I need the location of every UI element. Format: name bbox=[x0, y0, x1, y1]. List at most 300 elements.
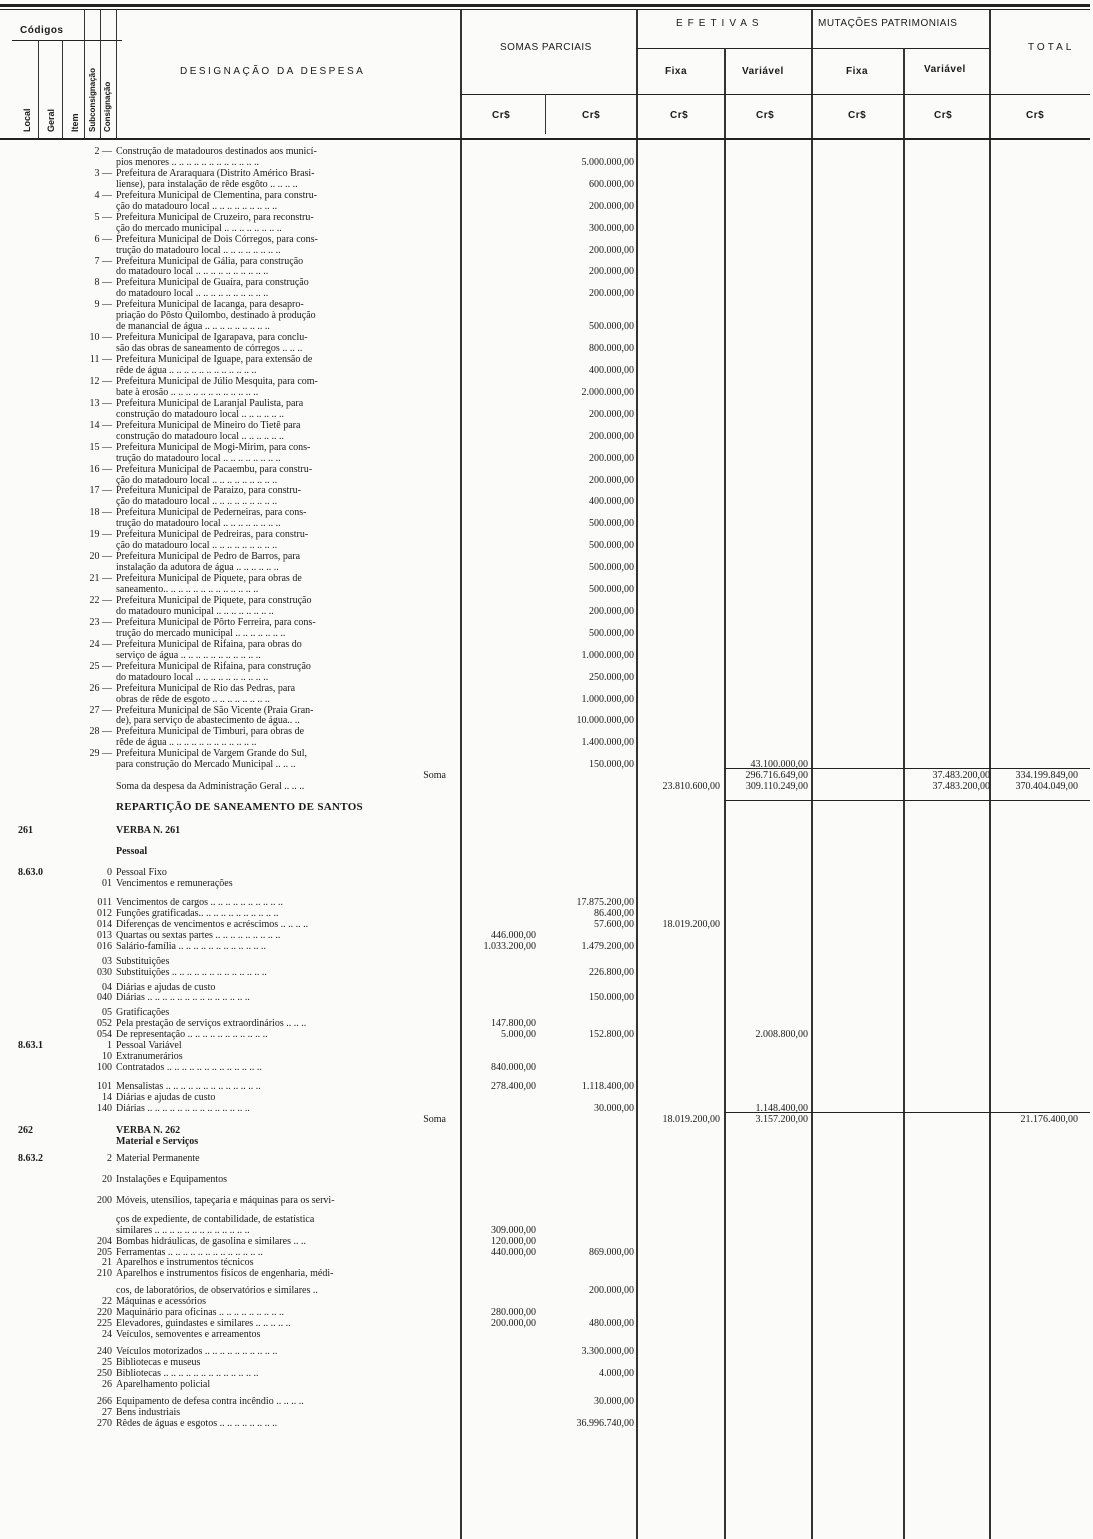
code-item: 4 — bbox=[94, 189, 112, 201]
currency-label: Cr$ bbox=[582, 110, 601, 121]
table-row bbox=[0, 1247, 1093, 1258]
mut-fixa-label: Fixa bbox=[846, 66, 869, 77]
code-item: 210 bbox=[97, 1268, 112, 1280]
efetiva-variavel-value: 296.716.649,00 bbox=[745, 770, 808, 782]
currency-label: Cr$ bbox=[670, 110, 689, 121]
code-item: 28 — bbox=[89, 726, 112, 738]
table-row bbox=[0, 223, 1093, 234]
designation-text: saneamento.. .. .. .. .. .. .. .. .. .. .. .. .. bbox=[116, 584, 259, 595]
designation-text: trução do matadouro local .. .. .. .. .. .. .. .. bbox=[116, 452, 281, 464]
currency-label: Cr$ bbox=[848, 110, 867, 121]
col-sep bbox=[100, 10, 101, 138]
table-row bbox=[0, 781, 1093, 792]
designation-text: priação do Pôsto Quilombo, destinado à produção bbox=[116, 310, 316, 322]
table-row bbox=[0, 982, 1093, 993]
table-row bbox=[0, 551, 1093, 562]
efetiva-fixa-value: 23.810.600,00 bbox=[662, 781, 720, 793]
table-row bbox=[0, 1307, 1093, 1318]
designation-text: similares .. .. .. .. .. .. .. .. .. .. .. .. .. bbox=[116, 1224, 250, 1236]
sum-rule bbox=[724, 768, 1090, 769]
total-value: 334.199.849,00 bbox=[1015, 770, 1078, 782]
code-item: 204 bbox=[97, 1235, 112, 1247]
designation-text: Máquinas e acessórios bbox=[116, 1296, 206, 1308]
table-row bbox=[0, 518, 1093, 529]
partial-sum-2: 200.000,00 bbox=[589, 605, 634, 617]
designation-text: Construção de matadouros destinados aos municí- bbox=[116, 146, 317, 157]
designation-text: Material e Serviços bbox=[116, 1135, 199, 1147]
top-rule-thin bbox=[0, 9, 1090, 10]
table-row bbox=[0, 941, 1093, 952]
partial-sum-2: 36.996.740,00 bbox=[576, 1417, 634, 1429]
partial-sum-2: 150.000,00 bbox=[589, 992, 634, 1004]
table-row bbox=[0, 442, 1093, 453]
efetiva-variavel-value: 2.008.800,00 bbox=[755, 1029, 808, 1041]
designation-text: Vencimentos de cargos .. .. .. .. .. .. .. .. .. .. bbox=[116, 896, 284, 908]
partial-sum-2: 200.000,00 bbox=[589, 430, 634, 442]
table-row bbox=[0, 1329, 1093, 1340]
subheader-rule bbox=[636, 94, 1090, 95]
code-local: 261 bbox=[18, 825, 33, 836]
designation-text: Salário-família .. .. .. .. .. .. .. .. .. .. .. .. bbox=[116, 940, 266, 952]
table-row bbox=[0, 1029, 1093, 1040]
code-item: 01 bbox=[102, 877, 112, 889]
mutacoes-rule bbox=[811, 48, 989, 49]
code-item: 6 — bbox=[94, 233, 112, 245]
designation-text: Prefeitura Municipal de Rifaina, para obras do bbox=[116, 638, 302, 650]
table-row bbox=[0, 628, 1093, 639]
code-item: 18 — bbox=[89, 507, 112, 519]
partial-sum-2: 3.300.000,00 bbox=[581, 1346, 634, 1358]
table-row bbox=[0, 1225, 1093, 1236]
code-item: 0 bbox=[107, 866, 112, 878]
designation-text: ção do matadouro local .. .. .. .. .. .. .. .. .. bbox=[116, 496, 278, 508]
efetiva-variavel-value: 1.148.400,00 bbox=[755, 1103, 808, 1114]
code-item: 03 bbox=[102, 955, 112, 967]
designation-text: Pela prestação de serviços extraordinários .. .. .. bbox=[116, 1018, 307, 1030]
table-row bbox=[0, 967, 1093, 978]
code-item: 225 bbox=[97, 1318, 112, 1330]
partial-sum-2: 30.000,00 bbox=[594, 1103, 634, 1114]
partial-sum-1: 309.000,00 bbox=[491, 1224, 536, 1236]
code-item: 013 bbox=[97, 929, 112, 941]
currency-label: Cr$ bbox=[756, 110, 775, 121]
partial-sum-1: 280.000,00 bbox=[491, 1307, 536, 1319]
designation-text: Prefeitura Municipal de Iacanga, para desapro- bbox=[116, 299, 304, 311]
table-row bbox=[0, 683, 1093, 694]
designation-text: Aparelhos e instrumentos físicos de engenharia, médi- bbox=[116, 1268, 334, 1280]
total-label: TOTAL bbox=[1028, 42, 1075, 53]
table-row bbox=[0, 650, 1093, 661]
col-item-label: Item bbox=[70, 113, 80, 132]
table-row bbox=[0, 705, 1093, 716]
table-row bbox=[0, 867, 1093, 878]
soma-label: Soma bbox=[423, 1113, 446, 1125]
designation-text: Prefeitura Municipal de Paraizo, para constru- bbox=[116, 485, 301, 497]
code-item: 10 — bbox=[89, 332, 112, 344]
table-row bbox=[0, 1040, 1093, 1051]
partial-sum-2: 200.000,00 bbox=[589, 474, 634, 486]
table-row bbox=[0, 234, 1093, 245]
col-sep bbox=[84, 10, 85, 138]
table-row bbox=[0, 617, 1093, 628]
designation-text: liense), para instalação de rêde esgôto .. .. .. .. bbox=[116, 178, 298, 190]
designation-text: de manancial de água .. .. .. .. .. .. .. .. .. bbox=[116, 321, 270, 333]
table-row bbox=[0, 1125, 1093, 1136]
code-item: 9 — bbox=[94, 299, 112, 311]
table-row bbox=[0, 748, 1093, 759]
table-row bbox=[0, 299, 1093, 310]
col-consignacao-label: Consignação bbox=[103, 81, 112, 132]
sum-rule bbox=[724, 800, 1090, 801]
table-row bbox=[0, 540, 1093, 551]
partial-sum-1: 120.000,00 bbox=[491, 1235, 536, 1247]
designation-text: serviço de água .. .. .. .. .. .. .. .. .. .. .. bbox=[116, 649, 261, 661]
code-item: 8 — bbox=[94, 277, 112, 289]
partial-sum-1: 446.000,00 bbox=[491, 929, 536, 941]
table-row bbox=[0, 529, 1093, 540]
table-row bbox=[0, 1296, 1093, 1307]
code-item: 21 bbox=[102, 1257, 112, 1269]
table-row bbox=[0, 354, 1093, 365]
code-local: 8.63.0 bbox=[18, 866, 43, 878]
designation-text: Prefeitura de Araraquara (Distrito Américo Brasi- bbox=[116, 167, 315, 179]
designation-text: Rêdes de águas e esgotos .. .. .. .. .. .. .. .. bbox=[116, 1417, 278, 1429]
mutacao-variavel-value: 37.483.200,00 bbox=[932, 770, 990, 782]
table-row bbox=[0, 1051, 1093, 1062]
designation-text: Prefeitura Municipal de Piquete, para obras de bbox=[116, 573, 302, 584]
col-subconsignacao-label: Subconsignação bbox=[88, 67, 97, 132]
designation-text: de), para serviço de abastecimento de água.. .. bbox=[116, 715, 300, 727]
code-item: 240 bbox=[97, 1346, 112, 1358]
table-row bbox=[0, 956, 1093, 967]
table-row bbox=[0, 1062, 1093, 1073]
table-row bbox=[0, 409, 1093, 420]
code-local: 8.63.2 bbox=[18, 1152, 43, 1164]
total-value: 21.176.400,00 bbox=[1020, 1113, 1078, 1125]
code-item: 250 bbox=[97, 1368, 112, 1379]
table-row bbox=[0, 1268, 1093, 1279]
table-row bbox=[0, 475, 1093, 486]
partial-sum-1: 147.800,00 bbox=[491, 1018, 536, 1030]
table-row bbox=[0, 266, 1093, 277]
table-row bbox=[0, 507, 1093, 518]
partial-sum-2: 10.000.000,00 bbox=[576, 715, 634, 727]
table-row bbox=[0, 168, 1093, 179]
table-row bbox=[0, 256, 1093, 267]
code-item: 13 — bbox=[89, 397, 112, 409]
partial-sum-2: 2.000.000,00 bbox=[581, 386, 634, 398]
designation-text: Prefeitura Municipal de Igarapava, para conclu- bbox=[116, 332, 308, 344]
partial-sum-2: 1.479.200,00 bbox=[581, 940, 634, 952]
partial-sum-2: 500.000,00 bbox=[589, 540, 634, 552]
designation-text: Elevadores, guindastes e similares .. .. .. .. .. bbox=[116, 1318, 291, 1330]
partial-sum-1: 840.000,00 bbox=[491, 1062, 536, 1074]
designation-text: Substituições bbox=[116, 955, 170, 967]
partial-sum-2: 150.000,00 bbox=[589, 759, 634, 771]
designation-text: Contratados .. .. .. .. .. .. .. .. .. .. .. .. .. bbox=[116, 1062, 262, 1074]
table-row bbox=[0, 1318, 1093, 1329]
designation-text: Material Permanente bbox=[116, 1152, 200, 1164]
table-row bbox=[0, 1174, 1093, 1185]
code-item: 12 — bbox=[89, 375, 112, 387]
table-row bbox=[0, 365, 1093, 376]
table-row bbox=[0, 562, 1093, 573]
table-row bbox=[0, 1379, 1093, 1390]
variavel-label: Variável bbox=[742, 66, 784, 77]
table-row bbox=[0, 146, 1093, 157]
code-item: 200 bbox=[97, 1194, 112, 1206]
table-row bbox=[0, 157, 1093, 168]
designation-text: Pessoal Fixo bbox=[116, 866, 167, 878]
designation-text: bate à erosão .. .. .. .. .. .. .. .. .. .. .. .. bbox=[116, 386, 259, 398]
designation-text: Veículos, semoventes e arreamentos bbox=[116, 1329, 261, 1341]
designation-text: Veículos motorizados .. .. .. .. .. .. .. .. .. .. bbox=[116, 1346, 278, 1358]
table-row bbox=[0, 573, 1093, 584]
mut-variavel-label: Variável bbox=[924, 64, 966, 75]
designation-text: trução do matadouro local .. .. .. .. .. .. .. .. bbox=[116, 518, 281, 530]
code-item: 7 — bbox=[94, 255, 112, 267]
code-item: 052 bbox=[97, 1018, 112, 1030]
codigos-label: Códigos bbox=[20, 25, 64, 36]
section-heading-row bbox=[0, 802, 1093, 813]
table-row bbox=[0, 1418, 1093, 1429]
sum-rule bbox=[724, 1112, 1090, 1113]
table-row bbox=[0, 1357, 1093, 1368]
code-item: 016 bbox=[97, 940, 112, 952]
table-row bbox=[0, 825, 1093, 836]
partial-sum-2: 500.000,00 bbox=[589, 584, 634, 595]
table-row bbox=[0, 737, 1093, 748]
currency-label: Cr$ bbox=[492, 110, 511, 121]
codigos-rule bbox=[12, 40, 122, 41]
partial-sum-2: 200.000,00 bbox=[589, 266, 634, 278]
partial-sum-2: 86.400,00 bbox=[594, 907, 634, 919]
code-item: 24 — bbox=[89, 638, 112, 650]
somas-parciais-label: SOMAS PARCIAIS bbox=[500, 42, 592, 53]
efetiva-variavel-value: 3.157.200,00 bbox=[755, 1113, 808, 1125]
table-row bbox=[0, 606, 1093, 617]
partial-sum-2: 480.000,00 bbox=[589, 1318, 634, 1330]
code-item: 014 bbox=[97, 918, 112, 930]
table-row bbox=[0, 878, 1093, 889]
designation-text: Prefeitura Municipal de Mineiro do Tietê para bbox=[116, 419, 301, 431]
designation-text: do matadouro local .. .. .. .. .. .. .. .. .. .. bbox=[116, 266, 269, 278]
designation-text: Bibliotecas .. .. .. .. .. .. .. .. .. .. .. .. .. bbox=[116, 1368, 259, 1379]
table-row bbox=[0, 897, 1093, 908]
partial-sum-1: 200.000,00 bbox=[491, 1318, 536, 1330]
partial-sum-1: 1.033.200,00 bbox=[483, 940, 536, 952]
code-item: 29 — bbox=[89, 748, 112, 760]
designation-text: Prefeitura Municipal de Timburi, para obras de bbox=[116, 726, 305, 738]
partial-sum-1: 440.000,00 bbox=[491, 1246, 536, 1258]
code-item: 27 bbox=[102, 1406, 112, 1418]
partial-sum-2: 200.000,00 bbox=[589, 244, 634, 256]
code-item: 25 — bbox=[89, 660, 112, 672]
efetiva-variavel-value: 43.100.000,00 bbox=[750, 759, 808, 771]
code-item: 27 — bbox=[89, 704, 112, 716]
code-item: 10 bbox=[102, 1051, 112, 1063]
code-item: 100 bbox=[97, 1062, 112, 1074]
designation-text: do matadouro local .. .. .. .. .. .. .. .. .. .. bbox=[116, 288, 269, 300]
designation-text: Prefeitura Municipal de Pederneiras, para cons- bbox=[116, 507, 307, 519]
partial-sum-2: 1.400.000,00 bbox=[581, 737, 634, 749]
designation-text: Prefeitura Municipal de Rio das Pedras, para bbox=[116, 682, 296, 694]
table-row bbox=[0, 398, 1093, 409]
partial-sum-2: 30.000,00 bbox=[594, 1395, 634, 1407]
code-item: 14 — bbox=[89, 419, 112, 431]
code-item: 23 — bbox=[89, 616, 112, 628]
partial-sum-2: 226.800,00 bbox=[589, 966, 634, 978]
partial-sum-1: 5.000,00 bbox=[501, 1029, 536, 1041]
col-sep bbox=[545, 94, 546, 134]
code-item: 17 — bbox=[89, 485, 112, 497]
code-item: 205 bbox=[97, 1246, 112, 1258]
partial-sum-2: 200.000,00 bbox=[589, 452, 634, 464]
designation-text: Prefeitura Municipal de Pôrto Ferreira, para cons- bbox=[116, 616, 316, 628]
partial-sum-2: 200.000,00 bbox=[589, 200, 634, 212]
designation-text: Funções gratificadas.. .. .. .. .. .. .. .. .. .. .. bbox=[116, 907, 279, 919]
soma-label: Soma bbox=[423, 770, 446, 782]
designation-text: Aparelhos e instrumentos técnicos bbox=[116, 1257, 254, 1269]
designation-text: Diárias e ajudas de custo bbox=[116, 1092, 216, 1103]
efetiva-fixa-value: 18.019.200,00 bbox=[662, 1113, 720, 1125]
designation-text: Aparelhamento policial bbox=[116, 1378, 211, 1390]
table-row bbox=[0, 212, 1093, 223]
table-row bbox=[0, 930, 1093, 941]
table-row bbox=[0, 1195, 1093, 1206]
table-row bbox=[0, 496, 1093, 507]
designation-text: construção do matadouro local .. .. .. .. .. .. bbox=[116, 430, 285, 442]
partial-sum-2: 200.000,00 bbox=[589, 1285, 634, 1297]
code-item: 14 bbox=[102, 1092, 112, 1103]
designation-text: Maquinário para oficinas .. .. .. .. .. .. .. .. .. bbox=[116, 1307, 285, 1319]
table-row bbox=[0, 992, 1093, 1003]
table-row bbox=[0, 715, 1093, 726]
partial-sum-2: 400.000,00 bbox=[589, 365, 634, 376]
table-row bbox=[0, 1007, 1093, 1018]
soma-row bbox=[0, 770, 1093, 781]
designation-text: ços de expediente, de contabilidade, de estatística bbox=[116, 1213, 315, 1225]
table-row bbox=[0, 277, 1093, 288]
designation-text: instalação da adutora de água .. .. .. .. .. .. bbox=[116, 562, 279, 574]
header-bottom-rule bbox=[0, 138, 1090, 140]
designation-text: cos, de laboratórios, de observatórios e similares .. bbox=[116, 1285, 318, 1297]
table-row bbox=[0, 726, 1093, 737]
code-item: 140 bbox=[97, 1103, 112, 1114]
mutacoes-label: MUTAÇÕES PATRIMONIAIS bbox=[818, 18, 958, 29]
table-row bbox=[0, 919, 1093, 930]
designation-text: Diárias e ajudas de custo bbox=[116, 981, 216, 993]
efetivas-label: EFETIVAS bbox=[676, 18, 764, 29]
designation-text: do matadouro local .. .. .. .. .. .. .. .. .. .. bbox=[116, 671, 269, 683]
table-row bbox=[0, 1257, 1093, 1268]
table-row bbox=[0, 1285, 1093, 1296]
table-row bbox=[0, 595, 1093, 606]
designation-text: VERBA N. 262 bbox=[116, 1124, 181, 1136]
designation-text: Pessoal bbox=[116, 846, 148, 857]
partial-sum-2: 300.000,00 bbox=[589, 222, 634, 234]
table-row bbox=[0, 1407, 1093, 1418]
partial-sum-2: 500.000,00 bbox=[589, 627, 634, 639]
designation-text: ção do matadouro local .. .. .. .. .. .. .. .. .. bbox=[116, 474, 278, 486]
code-item: 266 bbox=[97, 1395, 112, 1407]
table-row bbox=[0, 1368, 1093, 1379]
currency-label: Cr$ bbox=[934, 110, 953, 121]
designation-text: construção do matadouro local .. .. .. .. .. .. bbox=[116, 408, 285, 420]
section-heading: REPARTIÇÃO DE SANEAMENTO DE SANTOS bbox=[116, 801, 363, 814]
designation-text: Prefeitura Municipal de Gália, para construção bbox=[116, 255, 304, 267]
code-item: 101 bbox=[97, 1081, 112, 1093]
designation-text: Prefeitura Municipal de Guaíra, para construção bbox=[116, 277, 309, 289]
table-row bbox=[0, 1346, 1093, 1357]
col-local-label: Local bbox=[22, 108, 32, 132]
code-item: 20 bbox=[102, 1173, 112, 1185]
code-item: 26 — bbox=[89, 682, 112, 694]
partial-sum-2: 800.000,00 bbox=[589, 343, 634, 355]
designation-text: Prefeitura Municipal de Júlio Mesquita, para com- bbox=[116, 375, 318, 387]
table-row bbox=[0, 310, 1093, 321]
partial-sum-1: 278.400,00 bbox=[491, 1081, 536, 1093]
partial-sum-2: 57.600,00 bbox=[594, 918, 634, 930]
table-row bbox=[0, 431, 1093, 442]
col-sep bbox=[116, 10, 117, 138]
efetiva-fixa-value: 18.019.200,00 bbox=[662, 918, 720, 930]
designation-text: Bens industriais bbox=[116, 1406, 181, 1418]
designation-text: Diárias .. .. .. .. .. .. .. .. .. .. .. .. .. .. bbox=[116, 1103, 250, 1114]
partial-sum-2: 600.000,00 bbox=[589, 178, 634, 190]
code-item: 3 — bbox=[94, 167, 112, 179]
code-item: 220 bbox=[97, 1307, 112, 1319]
code-item: 040 bbox=[97, 992, 112, 1004]
designation-text: Mensalistas .. .. .. .. .. .. .. .. .. .. .. .. .. bbox=[116, 1081, 261, 1093]
table-row bbox=[0, 179, 1093, 190]
code-item: 26 bbox=[102, 1378, 112, 1390]
partial-sum-2: 1.000.000,00 bbox=[581, 649, 634, 661]
partial-sum-2: 500.000,00 bbox=[589, 518, 634, 530]
designation-text: VERBA N. 261 bbox=[116, 825, 181, 836]
partial-sum-2: 4.000,00 bbox=[599, 1368, 634, 1379]
table-row bbox=[0, 846, 1093, 857]
designation-text: Prefeitura Municipal de Pacaembu, para constru- bbox=[116, 463, 313, 475]
partial-sum-2: 17.875.200,00 bbox=[576, 896, 634, 908]
table-row bbox=[0, 672, 1093, 683]
table-row bbox=[0, 1214, 1093, 1225]
code-item: 1 bbox=[107, 1040, 112, 1052]
table-row bbox=[0, 639, 1093, 650]
top-rule bbox=[0, 4, 1090, 7]
table-row bbox=[0, 245, 1093, 256]
table-row bbox=[0, 190, 1093, 201]
designation-text: Prefeitura Municipal de São Vicente (Praia Gran- bbox=[116, 704, 314, 716]
table-row bbox=[0, 376, 1093, 387]
table-row bbox=[0, 1153, 1093, 1164]
table-row bbox=[0, 464, 1093, 475]
table-row bbox=[0, 332, 1093, 343]
designation-text: Móveis, utensílios, tapeçaria e máquinas para os servi- bbox=[116, 1194, 335, 1206]
code-item: 20 — bbox=[89, 551, 112, 563]
designation-text: trução do matadouro local .. .. .. .. .. .. .. .. bbox=[116, 244, 281, 256]
partial-sum-2: 1.118.400,00 bbox=[581, 1081, 634, 1093]
table-row bbox=[0, 584, 1093, 595]
designation-text: do matadouro municipal .. .. .. .. .. .. .. .. bbox=[116, 605, 274, 617]
code-item: 21 — bbox=[89, 573, 112, 584]
designation-text: Diárias .. .. .. .. .. .. .. .. .. .. .. .. .. .. bbox=[116, 992, 250, 1004]
col-sep bbox=[62, 40, 63, 138]
designation-text: Prefeitura Municipal de Pedreiras, para constru- bbox=[116, 529, 309, 541]
partial-sum-2: 500.000,00 bbox=[589, 321, 634, 333]
designation-text: ção do matadouro local .. .. .. .. .. .. .. .. .. bbox=[116, 540, 278, 552]
partial-sum-2: 5.000.000,00 bbox=[581, 156, 634, 168]
